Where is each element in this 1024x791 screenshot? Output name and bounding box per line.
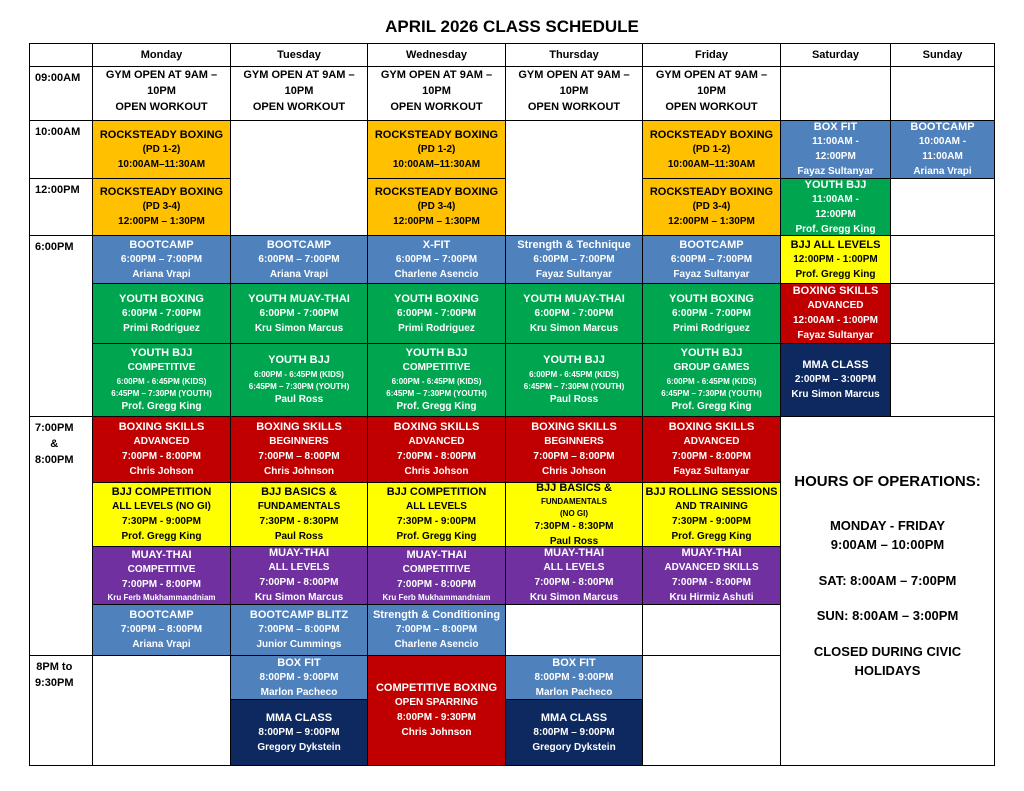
class-line: GYM OPEN AT 9AM – 10PM [655,69,768,97]
time-slot [29,120,93,179]
class-line: Prof. Gregg King [121,531,202,543]
class-line: 10:00AM - [918,136,967,148]
time-label: 12:00PM [35,184,80,196]
class-line: Kru Simon Marcus [529,322,619,334]
class-block-bootcamp-mon6 [92,235,231,284]
class-line: 10:00AM–11:30AM [392,158,481,170]
class-block-muay-tue [230,546,368,605]
class-block-ymuay-tue [230,283,368,344]
class-line: BOOTCAMP [910,121,975,134]
class-line: 7:00PM – 8:00PM [258,451,340,463]
class-line: 7:00PM - 8:00PM [534,577,614,589]
class-line: 7:30PM - 8:30PM [534,520,614,532]
empty-cell [642,604,781,656]
class-block-bootcamp-sun [890,120,995,179]
class-line: Junior Cummings [256,639,342,651]
class-line: ROCKSTEADY BOXING [99,128,224,141]
class-line: 11:00AM - [812,136,859,148]
class-line: 7:00PM – 8:00PM [395,624,478,636]
class-line: Paul Ross [549,535,599,547]
class-line: BEGINNERS [269,436,329,448]
class-block-boxfit-tue8 [230,655,368,700]
class-line: 7:00PM - 8:00PM [672,577,751,589]
class-line: 12:00PM [815,208,856,220]
class-line: 6:00PM - 6:45PM (KIDS) [391,377,482,387]
class-line: 12:00PM - 1:00PM [793,253,878,265]
class-line: X-FIT [422,238,451,251]
class-line: 10:00AM–11:30AM [117,158,206,170]
class-line: 7:30PM - 8:30PM [259,516,339,528]
class-line: Chris Johson [404,466,469,478]
class-block-rock12-fri [642,120,781,179]
class-line: Paul Ross [274,531,324,543]
class-block-ymuay-thu [505,283,643,344]
class-line: 6:00PM - 7:00PM [672,307,751,319]
class-block-bootcamp-fri6 [642,235,781,284]
class-block-spar-wed8 [367,655,506,766]
class-line: (NO GI) [560,508,588,518]
class-line: Chris Johnson [401,727,472,739]
class-block-rock12-mon [92,120,231,179]
class-line: Prof. Gregg King [795,268,876,280]
class-line: Fayaz Sultanyar [797,330,874,342]
ops-heading: HOURS OF OPERATIONS: [794,473,981,490]
class-block-rock12-wed [367,120,506,179]
class-line: Gregory Dykstein [532,741,616,753]
class-block-bootcamp-tue6 [230,235,368,284]
class-line: Kru Simon Marcus [254,592,344,604]
class-line: 6:45PM – 7:30PM (YOUTH) [248,381,350,391]
class-line: Kru Simon Marcus [529,592,619,604]
class-line: 7:30PM - 9:00PM [672,516,751,528]
class-line: Strength & Technique [517,238,631,251]
class-line: Marlon Pacheco [260,686,338,698]
class-line: Charlene Asencio [394,268,479,280]
class-line: 6:00PM - 7:00PM [122,307,201,319]
class-line: BJJ COMPETITION [386,486,487,499]
class-block-bjj-sat [780,235,891,284]
class-line: 7:00PM - 8:00PM [259,577,339,589]
class-line: 7:00PM – 8:00PM [258,624,340,636]
class-line: 6:00PM - 7:00PM [259,307,339,319]
class-line: 7:00PM – 8:00PM [120,624,203,636]
class-block-strength-thu6 [505,235,643,284]
ops-weekday-label: MONDAY - FRIDAY [829,517,946,533]
class-line: MMA CLASS [540,711,608,724]
class-line: Marlon Pacheco [535,686,613,698]
class-line: ADVANCED [683,436,740,448]
class-line: 7:00PM - 8:00PM [122,451,201,463]
class-line: Prof. Gregg King [396,531,477,543]
class-line: ROCKSTEADY BOXING [649,186,774,199]
class-block-yboxing-mon [92,283,231,344]
class-line: ALL LEVELS (NO GI) [112,501,211,513]
class-line: 6:00PM – 7:00PM [533,253,615,265]
class-line: BOOTCAMP BLITZ [249,609,349,622]
class-line: COMPETITIVE [402,563,471,575]
class-line: MUAY-THAI [131,548,192,561]
class-line: YOUTH BJJ [543,354,605,367]
class-block-ybjj-fri [642,343,781,417]
class-line: 11:00AM [922,151,963,163]
class-line: 6:00PM – 7:00PM [120,253,203,265]
class-line: OPEN WORKOUT [665,100,758,113]
class-line: YOUTH MUAY-THAI [523,292,625,305]
class-line: COMPETITIVE [402,362,471,374]
class-line: (PD 3-4) [417,201,456,213]
class-line: 11:00AM - [812,193,859,205]
class-line: 7:00PM - 8:00PM [397,451,476,463]
class-block-box-thu7 [505,416,643,483]
class-line: Ariana Vrapi [132,639,191,651]
class-line: YOUTH BOXING [394,292,479,305]
class-line: Kru Simon Marcus [791,389,880,401]
class-block-muay-wed [367,546,506,605]
class-line: BJJ BASICS & [536,482,612,494]
class-line: 6:00PM - 6:45PM (KIDS) [116,377,207,387]
class-line: MMA CLASS [802,359,869,372]
class-line: 6:00PM – 7:00PM [395,253,478,265]
class-block-boxfit-sat [780,120,891,179]
class-block-ybjj-thu [505,343,643,417]
class-block-youthbjj-sat [780,178,891,236]
class-line: GYM OPEN AT 9AM – 10PM [380,69,493,97]
time-label: 10:00AM [35,126,81,138]
class-line: Chris Johnson [263,466,334,478]
class-block-gym-mon [92,66,231,121]
class-line: 7:00PM – 8:00PM [533,451,615,463]
class-line: ROCKSTEADY BOXING [99,186,224,199]
class-line: YOUTH MUAY-THAI [248,292,350,305]
class-line: Fayaz Sultanyar [535,268,613,280]
class-block-bjj-thu7 [505,482,643,547]
class-line: Prof. Gregg King [396,401,477,413]
class-line: OPEN WORKOUT [252,100,346,113]
class-line: BOXING SKILLS [792,285,879,298]
class-line: Primi Rodriguez [673,322,750,334]
class-line: BOOTCAMP [679,238,744,251]
class-line: Chris Johson [129,466,194,478]
class-block-mma-tue8 [230,699,368,766]
class-line: 7:30PM - 9:00PM [397,516,476,528]
ops-sunday: SUN: 8:00AM – 3:00PM [816,608,959,623]
class-line: 8:00PM - 9:00PM [534,671,614,683]
class-line: BJJ ALL LEVELS [790,238,881,251]
empty-cell [230,120,368,236]
class-block-bjj-fri7 [642,482,781,547]
class-line: MUAY-THAI [543,547,605,560]
class-line: YOUTH BJJ [130,347,193,360]
class-line: Prof. Gregg King [795,223,876,235]
class-line: MUAY-THAI [268,547,330,560]
class-block-muay-fri [642,546,781,605]
class-block-muay-thu [505,546,643,605]
class-line: Kru Ferb Mukhammandniam [382,593,491,603]
class-line: OPEN WORKOUT [527,100,621,113]
ops-closed: CLOSED DURING CIVIC HOLIDAYS [813,643,962,678]
class-line: ROCKSTEADY BOXING [374,186,499,199]
class-line: FUNDAMENTALS [540,496,608,506]
class-line: 6:00PM - 6:45PM (KIDS) [254,369,344,379]
class-line: FUNDAMENTALS [257,501,341,513]
class-line: 6:45PM – 7:30PM (YOUTH) [661,389,762,399]
class-block-box-mon7 [92,416,231,483]
class-block-bootcamp-mon7 [92,604,231,656]
class-line: 6:45PM – 7:30PM (YOUTH) [111,389,212,399]
day-header-friday: Friday [642,43,781,67]
class-line: Charlene Asencio [394,639,479,651]
empty-cell [890,235,995,284]
class-line: Paul Ross [549,393,599,405]
class-block-gym-fri [642,66,781,121]
class-line: (PD 1-2) [417,143,456,155]
class-line: BOXING SKILLS [668,421,755,434]
class-block-boxfit-thu8 [505,655,643,700]
class-line: (PD 3-4) [692,201,731,213]
class-line: Ariana Vrapi [913,166,972,178]
class-block-yboxing-fri [642,283,781,344]
class-line: 6:45PM – 7:30PM (YOUTH) [386,389,487,399]
class-line: OPEN SPARRING [394,697,479,709]
class-line: Strength & Conditioning [372,609,501,622]
class-block-xfit-wed6 [367,235,506,284]
class-line: ADVANCED [408,436,465,448]
class-line: ADVANCED SKILLS [664,562,759,574]
class-line: MUAY-THAI [406,548,467,561]
class-line: GYM OPEN AT 9AM – 10PM [243,69,355,97]
class-line: ALL LEVELS [543,562,605,574]
class-line: 8:00PM - 9:00PM [259,671,339,683]
class-line: Fayaz Sultanyar [797,166,874,178]
class-line: BJJ COMPETITION [111,486,212,499]
class-line: Kru Simon Marcus [254,322,344,334]
time-label: 8PM to 9:30PM [35,661,74,689]
class-line: 6:00PM – 7:00PM [258,253,340,265]
ops-saturday: SAT: 8:00AM – 7:00PM [818,572,957,588]
class-line: ROCKSTEADY BOXING [374,128,499,141]
class-line: COMPETITIVE [127,563,196,575]
empty-cell [505,604,643,656]
class-line: Ariana Vrapi [132,268,191,280]
empty-cell [505,120,643,236]
class-line: OPEN WORKOUT [390,100,483,113]
time-label: 7:00PM & 8:00PM [35,422,74,466]
class-line: 12:00PM – 1:30PM [393,216,480,228]
empty-cell [780,66,891,121]
time-slot [29,235,93,417]
class-block-mma-sat [780,343,891,417]
class-line: BOOTCAMP [266,238,332,251]
empty-cell [890,343,995,417]
class-block-yboxing-wed [367,283,506,344]
page-title: APRIL 2026 CLASS SCHEDULE [385,17,639,36]
class-line: Primi Rodriguez [123,322,200,334]
class-line: 8:00PM - 9:30PM [397,712,476,724]
class-block-rock34-wed [367,178,506,236]
time-label: 09:00AM [35,72,81,84]
class-line: YOUTH BOXING [669,292,754,305]
time-slot [29,416,93,656]
class-line: YOUTH BJJ [405,347,468,360]
day-header-monday: Monday [92,43,231,67]
class-line: YOUTH BJJ [680,347,743,360]
empty-cell [890,66,995,121]
class-block-gym-tue [230,66,368,121]
class-block-mma-thu8 [505,699,643,766]
class-line: ALL LEVELS [268,562,330,574]
class-line: GYM OPEN AT 9AM – 10PM [105,69,218,97]
class-line: BJJ BASICS & [261,486,337,499]
hours-of-operations [780,416,995,766]
class-block-rock34-mon [92,178,231,236]
class-block-ybjj-wed [367,343,506,417]
class-line: ROCKSTEADY BOXING [649,128,774,141]
class-line: 6:00PM – 7:00PM [670,253,753,265]
class-block-bjj-mon7 [92,482,231,547]
class-block-gym-thu [505,66,643,121]
class-line: GROUP GAMES [673,362,750,374]
class-line: Kru Hirmiz Ashuti [669,592,754,604]
class-line: BEGINNERS [544,436,604,448]
day-header-thursday: Thursday [505,43,643,67]
class-line: YOUTH BJJ [268,354,330,367]
class-line: YOUTH BJJ [804,178,867,191]
class-block-boxadv-sat [780,283,891,344]
empty-cell [642,655,781,766]
class-line: BOX FIT [552,656,596,669]
class-line: ADVANCED [133,436,190,448]
class-block-box-wed7 [367,416,506,483]
time-slot [29,655,93,766]
class-line: 7:00PM - 8:00PM [397,578,476,590]
class-line: BOXING SKILLS [531,421,617,434]
class-line: Fayaz Sultanyar [673,466,750,478]
class-line: 6:45PM – 7:30PM (YOUTH) [523,381,625,391]
schedule-grid [29,43,994,765]
class-line: 10:00AM–11:30AM [667,158,756,170]
class-line: Prof. Gregg King [671,401,752,413]
class-block-blitz-tue [230,604,368,656]
day-header-sunday: Sunday [890,43,995,67]
class-line: 6:00PM - 7:00PM [397,307,476,319]
class-line: COMPETITIVE BOXING [375,682,497,695]
time-slot [29,66,93,121]
class-line: 8:00PM – 9:00PM [258,726,340,738]
class-block-bjj-tue7 [230,482,368,547]
empty-cell [92,655,231,766]
class-line: Prof. Gregg King [121,401,202,413]
time-slot [29,178,93,236]
class-line: BOX FIT [277,656,321,669]
class-block-bjj-wed7 [367,482,506,547]
class-line: BOX FIT [813,121,858,134]
class-block-box-fri7 [642,416,781,483]
class-line: Gregory Dykstein [257,741,341,753]
class-line: ALL LEVELS [406,501,467,513]
class-block-ybjj-mon [92,343,231,417]
class-line: BJJ ROLLING SESSIONS [645,486,778,499]
class-line: 7:00PM - 8:00PM [122,578,201,590]
class-line: MUAY-THAI [681,547,742,560]
class-line: BOXING SKILLS [256,421,342,434]
class-line: Fayaz Sultanyar [673,268,750,280]
class-line: 12:00PM – 1:30PM [668,216,755,228]
class-line: 12:00PM [815,151,856,163]
class-line: YOUTH BOXING [119,292,204,305]
day-header-wednesday: Wednesday [367,43,506,67]
class-line: 7:30PM - 9:00PM [122,516,201,528]
class-line: COMPETITIVE [127,362,196,374]
class-line: Chris Johson [542,466,606,478]
class-line: (PD 1-2) [142,143,181,155]
class-line: Primi Rodriguez [398,322,475,334]
class-line: 2:00PM – 3:00PM [794,374,877,386]
class-line: GYM OPEN AT 9AM – 10PM [518,69,630,97]
class-line: BOXING SKILLS [393,421,480,434]
class-line: BOXING SKILLS [118,421,205,434]
class-line: ADVANCED [807,300,864,312]
class-line: (PD 3-4) [142,201,181,213]
class-line: Prof. Gregg King [671,531,752,543]
class-line: (PD 1-2) [692,143,731,155]
empty-cell [890,283,995,344]
class-block-ybjj-tue [230,343,368,417]
class-block-cond-wed [367,604,506,656]
day-header-saturday: Saturday [780,43,891,67]
class-line: OPEN WORKOUT [115,100,208,113]
class-block-box-tue7 [230,416,368,483]
class-block-gym-wed [367,66,506,121]
class-line: 8:00PM – 9:00PM [533,726,615,738]
class-line: BOOTCAMP [129,609,194,622]
class-line: 6:00PM - 7:00PM [534,307,614,319]
time-label: 6:00PM [35,241,74,253]
class-line: 6:00PM - 6:45PM (KIDS) [529,369,619,379]
class-line: AND TRAINING [675,501,748,513]
class-line: Paul Ross [274,393,324,405]
class-line: Ariana Vrapi [269,268,329,280]
header-corner [29,43,93,67]
class-line: 12:00AM - 1:00PM [792,315,879,327]
class-line: 7:00PM - 8:00PM [672,451,751,463]
empty-cell [890,178,995,236]
class-line: MMA CLASS [265,711,333,724]
class-line: 12:00PM – 1:30PM [118,216,205,228]
class-line: 6:00PM - 6:45PM (KIDS) [666,377,757,387]
day-header-tuesday: Tuesday [230,43,368,67]
class-line: BOOTCAMP [129,238,194,251]
class-block-muay-mon [92,546,231,605]
class-block-rock34-fri [642,178,781,236]
ops-weekday-hours: 9:00AM – 10:00PM [830,537,945,552]
class-line: Kru Ferb Mukhammandniam [107,593,216,603]
